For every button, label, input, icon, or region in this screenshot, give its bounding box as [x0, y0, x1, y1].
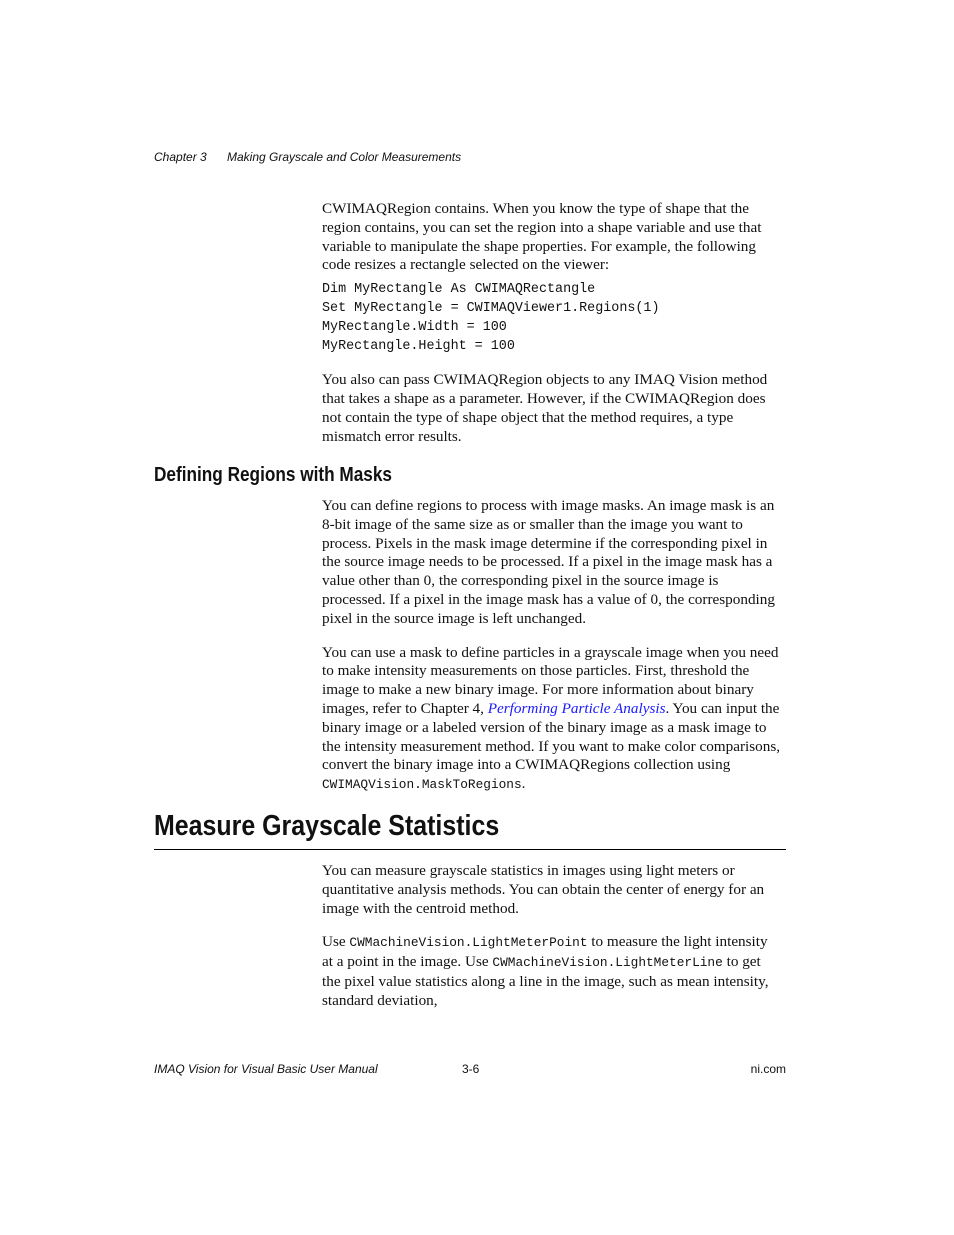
masks-paragraph-1: You can define regions to process with image masks. An image mask is an 8-bit image of the same size as or smaller than the image you want to process. Pixels in the mask image determine if the corresponding pixel in the source image needs to be processed. If a pixel in the image mask has a value other than 0, the corresponding pixel in the source image is processed. If a pixel in the image mask has a value of 0, the corresponding pixel in the source image is left unchanged. [322, 497, 775, 627]
stats-use-text: Use [322, 933, 350, 951]
statistics-paragraph-2 [322, 933, 782, 1010]
section-heading-statistics: Measure Grayscale Statistics [154, 810, 500, 842]
intro-paragraph: CWIMAQRegion contains. When you know the type of shape that the region contains, you can set the region into a shape variable and use that variable to manipulate the shape properties. For example, the following code resizes a rectangle selected on the viewer: [322, 200, 762, 274]
light-meter-point-code: CWMachineVision.LightMeterPoint [349, 935, 588, 951]
section-heading-masks: Defining Regions with Masks [154, 464, 392, 486]
intro-paragraph-2: You also can pass CWIMAQRegion objects to any IMAQ Vision method that takes a shape as a parameter. However, if the CWIMAQRegion does not contain the type of shape object that the method requires, a type mismatch error results. [322, 371, 768, 445]
code-line: Set MyRectangle = CWIMAQViewer1.Regions(1) [322, 300, 660, 316]
intro-block [322, 200, 787, 447]
chapter-4-link[interactable]: Performing Particle Analysis [487, 699, 666, 717]
running-header [154, 150, 461, 164]
masks-paragraph-2-end: . [521, 775, 526, 793]
stats-end-text: to get the pixel value statistics along a line in the image, such as mean intensity, standard deviation, [322, 953, 769, 1009]
stats-mid-text: to measure the light intensity at a point in the image. Use [322, 933, 768, 971]
footer-manual-title: IMAQ Vision for Visual Basic User Manual [154, 1062, 378, 1076]
code-sample [322, 281, 787, 356]
footer-page-number: 3-6 [462, 1062, 480, 1076]
light-meter-line-code: CWMachineVision.LightMeterLine [492, 955, 723, 971]
code-line: MyRectangle.Width = 100 [322, 319, 507, 335]
code-line: Dim MyRectangle As CWIMAQRectangle [322, 282, 596, 298]
header-chapter-title: Making Grayscale and Color Measurements [227, 150, 462, 164]
code-line: MyRectangle.Height = 100 [322, 338, 515, 354]
header-chapter: Chapter 3 [154, 150, 207, 164]
masks-paragraph-2-text-b: . You can input the binary image or a labeled version of the binary image as a mask image to the intensity measurement method. If you want to make color comparisons, convert the binary image into a CWIMAQRegions collection using [322, 699, 781, 774]
footer-site: ni.com [750, 1062, 786, 1076]
masks-block [322, 497, 787, 795]
mask-to-regions-code: CWIMAQVision.MaskToRegions [322, 777, 522, 793]
masks-paragraph-2-text-a: You can use a mask to define particles in a grayscale image when you need to make intensity measurements on those particles. First, threshold the image to make a new binary image. For more information about binary images, refer to Chapter 4, [322, 643, 779, 717]
statistics-paragraph-1: You can measure grayscale statistics in images using light meters or quantitative analysis methods. You can obtain the center of energy for an image with the centroid method. [322, 862, 765, 917]
masks-paragraph-2 [322, 644, 785, 795]
heading-rule [154, 849, 786, 850]
statistics-block [322, 862, 787, 1011]
